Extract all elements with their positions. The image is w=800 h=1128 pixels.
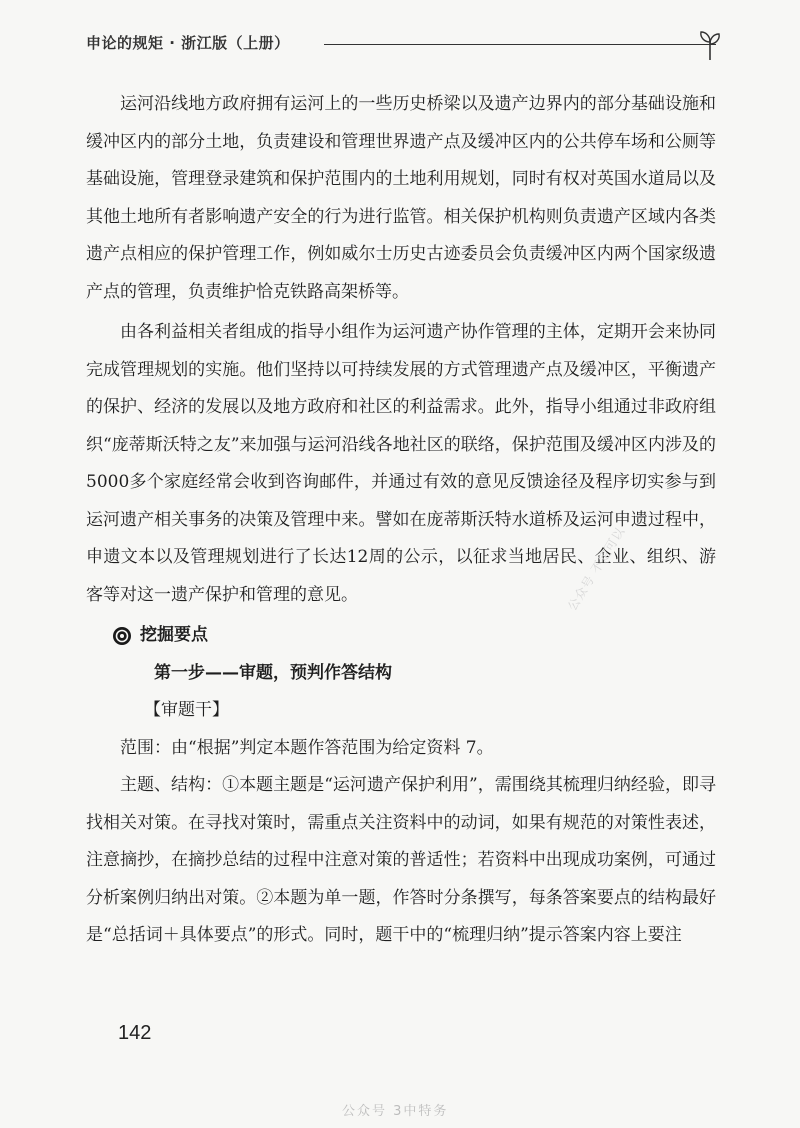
paragraph: 运河沿线地方政府拥有运河上的一些历史桥梁以及遗产边界内的部分基础设施和缓冲区内的部分土地，负责建设和管理世界遗产点及缓冲区内的公共停车场和公厕等基础设施，管理登录建筑和保护范围内的土地利用规划，同时有权对英国水道局以及其他土地所有者影响遗产安全的行为进行监管。相关保护机构则负责遗产区域内各类遗产点相应的保护管理工作，例如威尔士历史古迹委员会负责缓冲区内两个国家级遗产点的管理，负责维护恰克铁路高架桥等。 xyxy=(86,94,716,302)
section-heading xyxy=(86,617,716,655)
target-icon xyxy=(112,626,132,646)
paragraph: 范围：由“根据”判定本题作答范围为给定资料 7。 xyxy=(120,737,494,758)
step-heading: 第一步——审题，预判作答结构 xyxy=(154,662,392,683)
footer-watermark: 公众号 3中特务 xyxy=(342,1104,449,1119)
running-header xyxy=(86,30,726,60)
paragraph: 由各利益相关者组成的指导小组作为运河遗产协作管理的主体，定期开会来协同完成管理规划的实施。他们坚持以可持续发展的方式管理遗产点及缓冲区，平衡遗产的保护、经济的发展以及地方政府和社区的利益需求。此外，指导小组通过非政府组织“庞蒂斯沃特之友”来加强与运河沿线各地社区的联络，保护范围及缓冲区内涉及的5000多个家庭经常会收到咨询邮件，并通过有效的意见反馈途径及程序切实参与到运河遗产相关事务的决策及管理中来。譬如在庞蒂斯沃特水道桥及运河申遗过程中，申遗文本以及管理规划进行了长达12周的公示，以征求当地居民、企业、组织、游客等对这一遗产保护和管理的意见。 xyxy=(86,322,716,605)
header-rule xyxy=(324,44,716,45)
watermark-stamp: 公众号 不定可以 xyxy=(565,524,628,614)
header-title: 申论的规矩 · 浙江版（上册） xyxy=(86,34,290,52)
paragraph: 主题、结构：①本题主题是“运河遗产保护利用”，需围绕其梳理归纳经验，即寻找相关对策。在寻找对策时，需重点关注资料中的动词，如果有规范的对策性表述，注意摘抄，在摘抄总结的过程中注意对策的普适性；若资料中出现成功案例，可通过分析案例归纳出对策。②本题为单一题，作答时分条撰写，每条答案要点的结构最好是“总括词＋具体要点”的形式。同时，题干中的“梳理归纳”提示答案内容上要注 xyxy=(86,775,716,945)
sprout-icon xyxy=(692,26,728,62)
section-title: 挖掘要点 xyxy=(140,625,208,645)
page-number: 142 xyxy=(118,1022,152,1044)
tag-heading: 【审题干】 xyxy=(144,700,229,720)
body-text xyxy=(86,86,716,955)
